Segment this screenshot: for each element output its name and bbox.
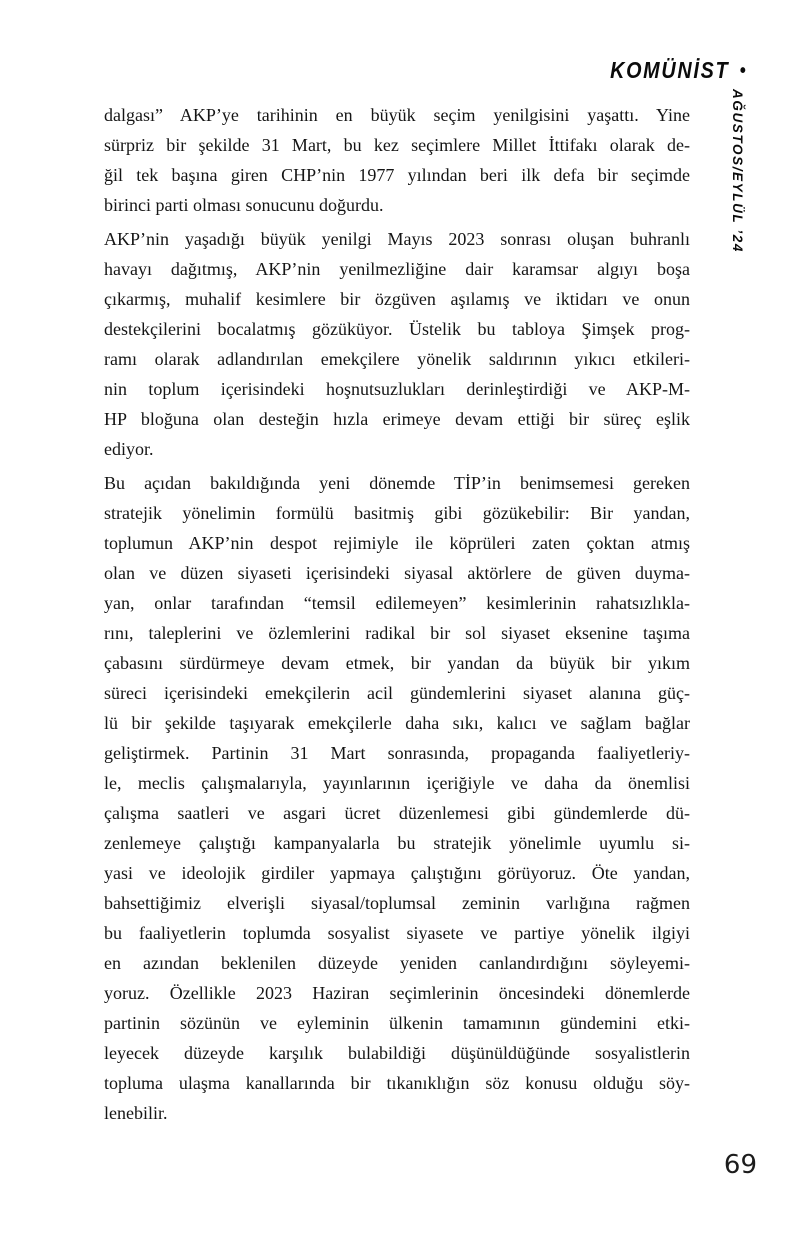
text-line: yoruz. Özellikle 2023 Haziran seçimlerinin öncesindeki dönemlerde xyxy=(104,983,690,1003)
text-line: havayı dağıtmış, AKP’nin yenilmezliğine dair karamsar algıyı boşa xyxy=(104,259,690,279)
text-line: destekçilerini bocalatmış gözüküyor. Üstelik bu tabloya Şimşek prog- xyxy=(104,319,690,339)
paragraph xyxy=(104,468,690,1128)
text-line: ğil tek başına giren CHP’nin 1977 yılından beri ilk defa bir seçimde xyxy=(104,165,690,185)
text-line: rını, taleplerini ve özlemlerini radikal bir sol siyaset eksenine taşıma xyxy=(104,623,690,643)
text-line: ediyor. xyxy=(104,439,154,459)
text-line: toplumun AKP’nin despot rejimiyle ile köprüleri zaten çoktan atmış xyxy=(104,533,690,553)
text-line: zenlemeye çalıştığı kampanyalarla bu stratejik yönelimle uyumlu si- xyxy=(104,833,690,853)
text-line: bu faaliyetlerin toplumda sosyalist siyasete ve partiye yönelik ilgiyi xyxy=(104,923,690,943)
text-line: le, meclis çalışmalarıyla, yayınlarının içeriğiyle ve daha da önemlisi xyxy=(104,773,690,793)
text-line: olan ve düzen siyaseti içerisindeki siyasal aktörlere de güven duyma- xyxy=(104,563,690,583)
text-line: Bu açıdan bakıldığında yeni dönemde TİP’in benimsemesi gereken xyxy=(104,473,690,493)
bullet-icon: • xyxy=(739,60,746,82)
text-line: ramı olarak adlandırılan emekçilere yönelik saldırının yıkıcı etkileri- xyxy=(104,349,690,369)
text-line: çabasını sürdürmeye devam etmek, bir yandan da büyük bir yıkım xyxy=(104,653,690,673)
text-line: geliştirmek. Partinin 31 Mart sonrasında, propaganda faaliyetleriy- xyxy=(104,743,690,763)
text-line: AKP’nin yaşadığı büyük yenilgi Mayıs 2023 sonrası oluşan buhranlı xyxy=(104,229,690,249)
text-line: süreci içerisindeki emekçilerin acil gündemlerini siyaset alanına güç- xyxy=(104,683,690,703)
text-line: dalgası” AKP’ye tarihinin en büyük seçim yenilgisini yaşattı. Yine xyxy=(104,105,690,125)
page-number: 69 xyxy=(723,1150,757,1180)
text-line: çalışma saatleri ve asgari ücret düzenlemesi gibi gündemlerde dü- xyxy=(104,803,690,823)
text-line: leyecek düzeyde karşılık bulabildiği düşünüldüğünde sosyalistlerin xyxy=(104,1043,690,1063)
text-line: yasi ve ideolojik girdiler yapmaya çalıştığını görüyoruz. Öte yandan, xyxy=(104,863,690,883)
text-line: birinci parti olması sonucunu doğurdu. xyxy=(104,195,384,215)
text-line: yan, onlar tarafından “temsil edilemeyen” kesimlerinin rahatsızlıkla- xyxy=(104,593,690,613)
text-line: en azından beklenilen düzeyde yeniden canlandırdığını söyleyemi- xyxy=(104,953,690,973)
paragraph xyxy=(104,100,690,220)
text-line: HP bloğuna olan desteğin hızla erimeye devam ettiği bir süreç eşlik xyxy=(104,409,690,429)
text-line: nin toplum içerisindeki hoşnutsuzlukları derinleştirdiği ve AKP-M- xyxy=(104,379,690,399)
journal-masthead xyxy=(610,57,746,84)
paragraph xyxy=(104,224,690,464)
journal-title: KOMÜNİST xyxy=(610,57,730,83)
text-line: bahsettiğimiz elverişli siyasal/toplumsal zeminin varlığına rağmen xyxy=(104,893,690,913)
text-line: sürpriz bir şekilde 31 Mart, bu kez seçimlere Millet İttifakı olarak de- xyxy=(104,135,690,155)
article-body xyxy=(104,100,690,1132)
text-line: partinin sözünün ve eyleminin ülkenin tamamının gündemini etki- xyxy=(104,1013,690,1033)
text-line: topluma ulaşma kanallarında bir tıkanıklığın söz konusu olduğu söy- xyxy=(104,1073,690,1093)
text-line: stratejik yönelimin formülü basitmiş gibi gözükebilir: Bir yandan, xyxy=(104,503,690,523)
issue-date-vertical: AĞUSTOS/EYLÜL ’24 xyxy=(730,89,745,253)
text-line: lü bir şekilde taşıyarak emekçilerle daha sıkı, kalıcı ve sağlam bağlar xyxy=(104,713,690,733)
text-line: çıkarmış, muhalif kesimlere bir özgüven aşılamış ve iktidarı ve onun xyxy=(104,289,690,309)
text-line: lenebilir. xyxy=(104,1103,168,1123)
